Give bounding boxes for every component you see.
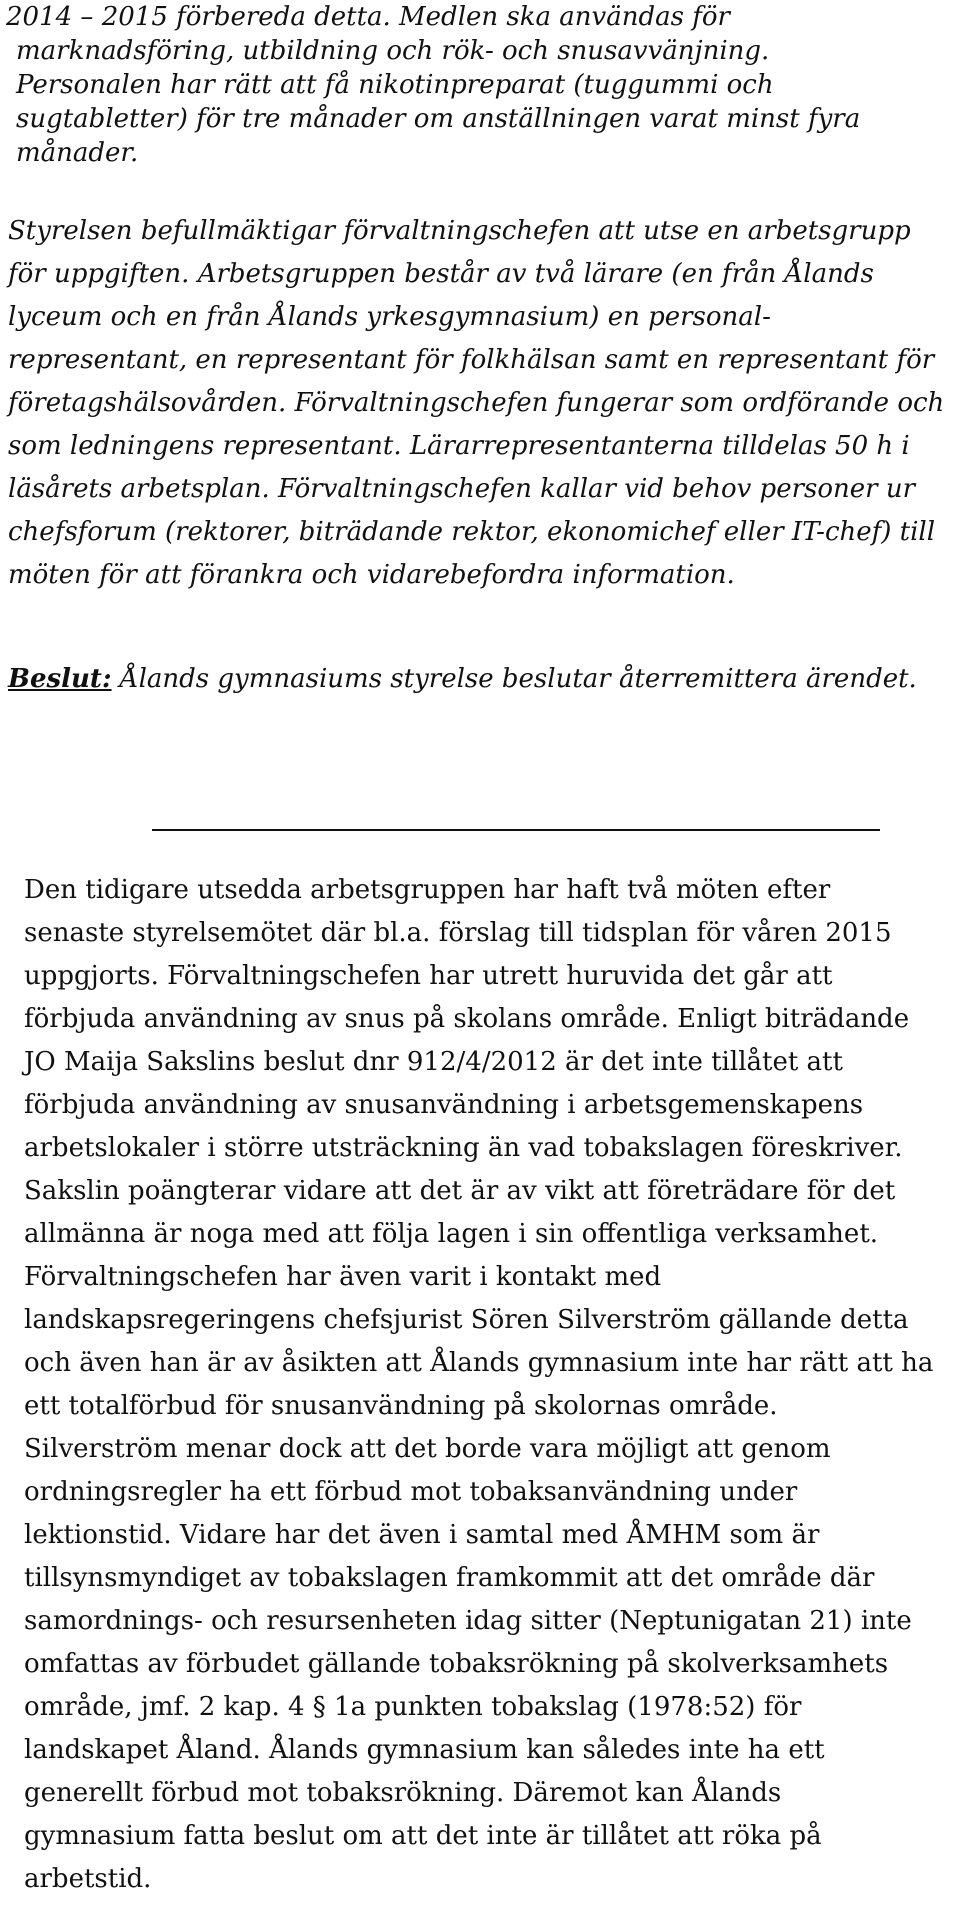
decision-label: Beslut: bbox=[8, 664, 112, 694]
body-line: arbetslokaler i större utsträckning än vad tobakslagen föreskriver. bbox=[24, 1133, 903, 1163]
body-line: och även han är av åsikten att Ålands gymnasium inte har rätt att ha bbox=[24, 1348, 934, 1378]
body-line: arbetstid. bbox=[24, 1864, 152, 1894]
proposal-line: chefsforum (rektorer, biträdande rektor, ekonomichef eller IT-chef) till bbox=[8, 517, 936, 547]
body-line: tillsynsmyndiget av tobakslagen framkommit att det område där bbox=[24, 1563, 875, 1593]
proposal-line: Styrelsen befullmäktigar förvaltningschefen att utse en arbetsgrupp bbox=[8, 216, 911, 246]
proposal-line: för uppgiften. Arbetsgruppen består av två lärare (en från Ålands bbox=[8, 259, 874, 289]
body-line: ett totalförbud för snusanvändning på skolornas område. bbox=[24, 1391, 778, 1421]
body-line: senaste styrelsemötet där bl.a. förslag till tidsplan för våren 2015 bbox=[24, 918, 892, 948]
body-line: Sakslin poängterar vidare att det är av vikt att företrädare för det bbox=[24, 1176, 896, 1206]
body-line: förbjuda användning av snusanvändning i arbetsgemenskapens bbox=[24, 1090, 864, 1120]
body-line: gymnasium fatta beslut om att det inte är tillåtet att röka på bbox=[24, 1821, 822, 1851]
proposal-line: möten för att förankra och vidarebefordra information. bbox=[8, 560, 735, 590]
body-line: område, jmf. 2 kap. 4 § 1a punkten tobakslag (1978:52) för bbox=[24, 1692, 802, 1722]
proposal-line: marknadsföring, utbildning och rök- och snusavvänjning. bbox=[16, 36, 770, 66]
body-line: ordningsregler ha ett förbud mot tobaksanvändning under bbox=[24, 1477, 798, 1507]
proposal-line: representant, en representant för folkhälsan samt en representant för bbox=[8, 345, 935, 375]
body-line: omfattas av förbudet gällande tobaksrökning på skolverksamhets bbox=[24, 1649, 889, 1679]
body-line: förbjuda användning av snus på skolans område. Enligt biträdande bbox=[24, 1004, 910, 1034]
proposal-line: månader. bbox=[16, 138, 139, 168]
proposal-line: 2014 – 2015 förbereda detta. Medlen ska användas för bbox=[6, 2, 730, 32]
body-line: samordnings- och resursenheten idag sitter (Neptunigatan 21) inte bbox=[24, 1606, 912, 1636]
body-line: Silverström menar dock att det borde vara möjligt att genom bbox=[24, 1434, 831, 1464]
body-line: Den tidigare utsedda arbetsgruppen har haft två möten efter bbox=[24, 875, 831, 905]
body-line: lektionstid. Vidare har det även i samtal med ÅMHM som är bbox=[24, 1520, 820, 1550]
body-line: Förvaltningschefen har även varit i kontakt med bbox=[24, 1262, 662, 1292]
proposal-line: företagshälsovården. Förvaltningschefen fungerar som ordförande och bbox=[8, 388, 945, 418]
decision-text: Ålands gymnasiums styrelse beslutar återremittera ärendet. bbox=[111, 664, 917, 694]
proposal-line: Personalen har rätt att få nikotinpreparat (tuggummi och bbox=[16, 70, 774, 100]
body-line: JO Maija Sakslins beslut dnr 912/4/2012 är det inte tillåtet att bbox=[24, 1047, 843, 1077]
body-line: allmänna är noga med att följa lagen i sin offentliga verksamhet. bbox=[24, 1219, 879, 1249]
body-line: landskapsregeringens chefsjurist Sören Silverström gällande detta bbox=[24, 1305, 909, 1335]
section-divider bbox=[152, 829, 880, 831]
body-line: generellt förbud mot tobaksrökning. Däremot kan Ålands bbox=[24, 1778, 782, 1808]
proposal-line: lyceum och en från Ålands yrkesgymnasium) en personal- bbox=[8, 302, 771, 332]
proposal-line: läsårets arbetsplan. Förvaltningschefen kallar vid behov personer ur bbox=[8, 474, 916, 504]
proposal-line: som ledningens representant. Lärarrepresentanterna tilldelas 50 h i bbox=[8, 431, 910, 461]
body-line: uppgjorts. Förvaltningschefen har utrett huruvida det går att bbox=[24, 961, 833, 991]
proposal-line: sugtabletter) för tre månader om anställningen varat minst fyra bbox=[16, 104, 861, 134]
decision-statement bbox=[8, 662, 917, 696]
body-line: landskapet Åland. Ålands gymnasium kan således inte ha ett bbox=[24, 1735, 825, 1765]
